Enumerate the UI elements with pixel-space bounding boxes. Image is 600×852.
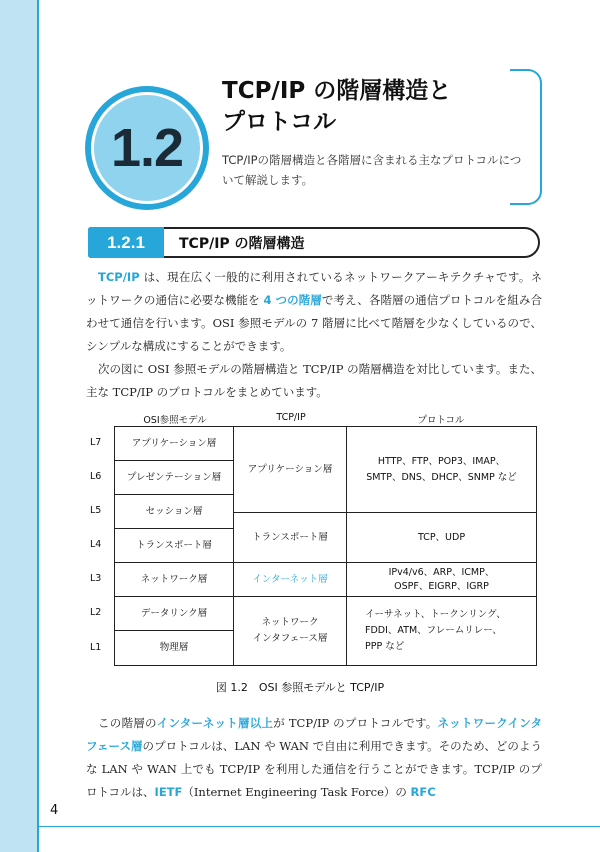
keyword-four-layers: 4 つの階層 — [263, 293, 322, 307]
footer-rule — [39, 826, 600, 827]
tcpip-layer-cell — [233, 426, 347, 513]
protocol-cell — [346, 512, 537, 563]
tcpip-layer-cell — [233, 512, 347, 563]
tcpip-layer-cell — [233, 596, 347, 666]
section-title — [222, 76, 522, 138]
keyword-internet-layer: インターネット層以上 — [156, 716, 274, 730]
level-label: L6 — [90, 471, 102, 482]
subsection-number: 1.2.1 — [107, 232, 145, 252]
protocol-text: OSPF、EIGRP、IGRP — [394, 580, 489, 592]
osi-layer-label: アプリケーション層 — [131, 437, 217, 449]
osi-layer-cell — [114, 630, 234, 666]
paragraph-text: で考え、各階層の通信プロトコルを組み合わせて通信を行います。OSI 参照モデルの 7 階層に比べて階層を少なくしているので、シンプルな構成にすることができます。 — [86, 293, 542, 353]
osi-layer-label: プレゼンテーション層 — [126, 471, 222, 483]
protocol-text: IPv4/v6、ARP、ICMP、 — [388, 566, 495, 578]
protocol-text: TCP、UDP — [417, 531, 466, 543]
protocol-cell — [346, 596, 537, 666]
protocol-text: FDDI、ATM、フレームリレー、 — [365, 625, 502, 636]
page-number: 4 — [50, 803, 59, 818]
level-label: L4 — [90, 539, 102, 550]
osi-layer-label: データリンク層 — [140, 607, 208, 619]
level-label: L3 — [90, 573, 102, 584]
page-sidebar-band — [0, 0, 37, 852]
osi-layer-label: セッション層 — [145, 505, 203, 517]
paragraph-text: が TCP/IP のプロトコルです。 — [273, 716, 438, 730]
section-title-line2: プロトコル — [222, 109, 337, 135]
paragraph-text: は、現在広く一般的に利用されているネットワークアーキテクチャです。ネットワークの通信に必要な機能を — [86, 270, 542, 307]
tcpip-layer-label: ネットワーク — [261, 617, 319, 628]
protocol-cell — [346, 562, 537, 597]
protocol-text: HTTP、FTP、POP3、IMAP、 — [377, 455, 506, 467]
osi-layer-label: 物理層 — [159, 642, 189, 653]
tcpip-layer-label: アプリケーション層 — [247, 463, 333, 475]
paragraph-text: のプロトコルは、LAN や WAN で自由に利用できます。そのため、どのような LAN や WAN 上でも TCP/IP を利用した通信を行うことができます。TCP/IP のプロトコルは、 — [86, 739, 542, 799]
level-label: L7 — [90, 437, 102, 448]
keyword-rfc: RFC — [410, 785, 436, 799]
tcpip-layer-cell-highlight — [233, 562, 347, 597]
subsection-number-box — [88, 227, 164, 258]
bracket-mask — [150, 203, 510, 205]
paragraph-text: （Internet Engineering Task Force）の — [182, 785, 411, 799]
protocol-text: PPP など — [365, 641, 405, 652]
osi-layer-cell — [114, 528, 234, 563]
osi-layer-cell — [114, 460, 234, 495]
section-description: TCP/IPの階層構造と各階層に含まれる主なプロトコルについて解説します。 — [222, 153, 522, 187]
tcpip-layer-label: インターネット層 — [252, 573, 328, 585]
tcpip-layer-label: インタフェース層 — [252, 633, 328, 644]
protocol-text: SMTP、DNS、DHCP、SNMP など — [366, 471, 517, 483]
column-header-protocol: プロトコル — [417, 415, 465, 426]
level-label: L1 — [90, 642, 102, 653]
keyword-network-interface-layer: ネットワークインタフェース層 — [86, 716, 543, 753]
section-number-badge — [91, 92, 203, 204]
section-title-line1: TCP/IP の階層構造と — [222, 78, 452, 104]
osi-layer-cell — [114, 562, 234, 597]
level-label: L2 — [90, 607, 102, 618]
tcpip-layer-label: トランスポート層 — [252, 531, 328, 543]
column-header-tcpip: TCP/IP — [276, 412, 306, 423]
sidebar-rule — [37, 0, 39, 852]
protocol-text: イーサネット、トークンリング、 — [365, 609, 506, 620]
paragraph-figure-intro: 次の図に OSI 参照モデルの階層構造と TCP/IP の階層構造を対比しています。また、主な TCP/IP のプロトコルをまとめています。 — [86, 362, 542, 399]
protocol-cell — [346, 426, 537, 513]
osi-layer-label: ネットワーク層 — [140, 573, 208, 585]
keyword-ietf: IETF — [154, 785, 183, 799]
osi-layer-cell — [114, 426, 234, 461]
section-number: 1.2 — [110, 118, 184, 178]
osi-layer-cell — [114, 494, 234, 529]
figure-caption: 図 1.2 OSI 参照モデルと TCP/IP — [215, 681, 385, 694]
paragraph-text: この階層の — [98, 716, 157, 730]
keyword-tcpip: TCP/IP — [98, 270, 140, 284]
column-header-osi: OSI参照モデル — [143, 415, 207, 426]
bracket-mask — [150, 69, 510, 71]
level-label: L5 — [90, 505, 102, 516]
paragraph-layers — [86, 712, 542, 804]
osi-layer-label: トランスポート層 — [136, 539, 212, 551]
paragraph-intro — [86, 266, 542, 358]
subsection-title: TCP/IP の階層構造 — [179, 236, 305, 252]
osi-layer-cell — [114, 596, 234, 631]
